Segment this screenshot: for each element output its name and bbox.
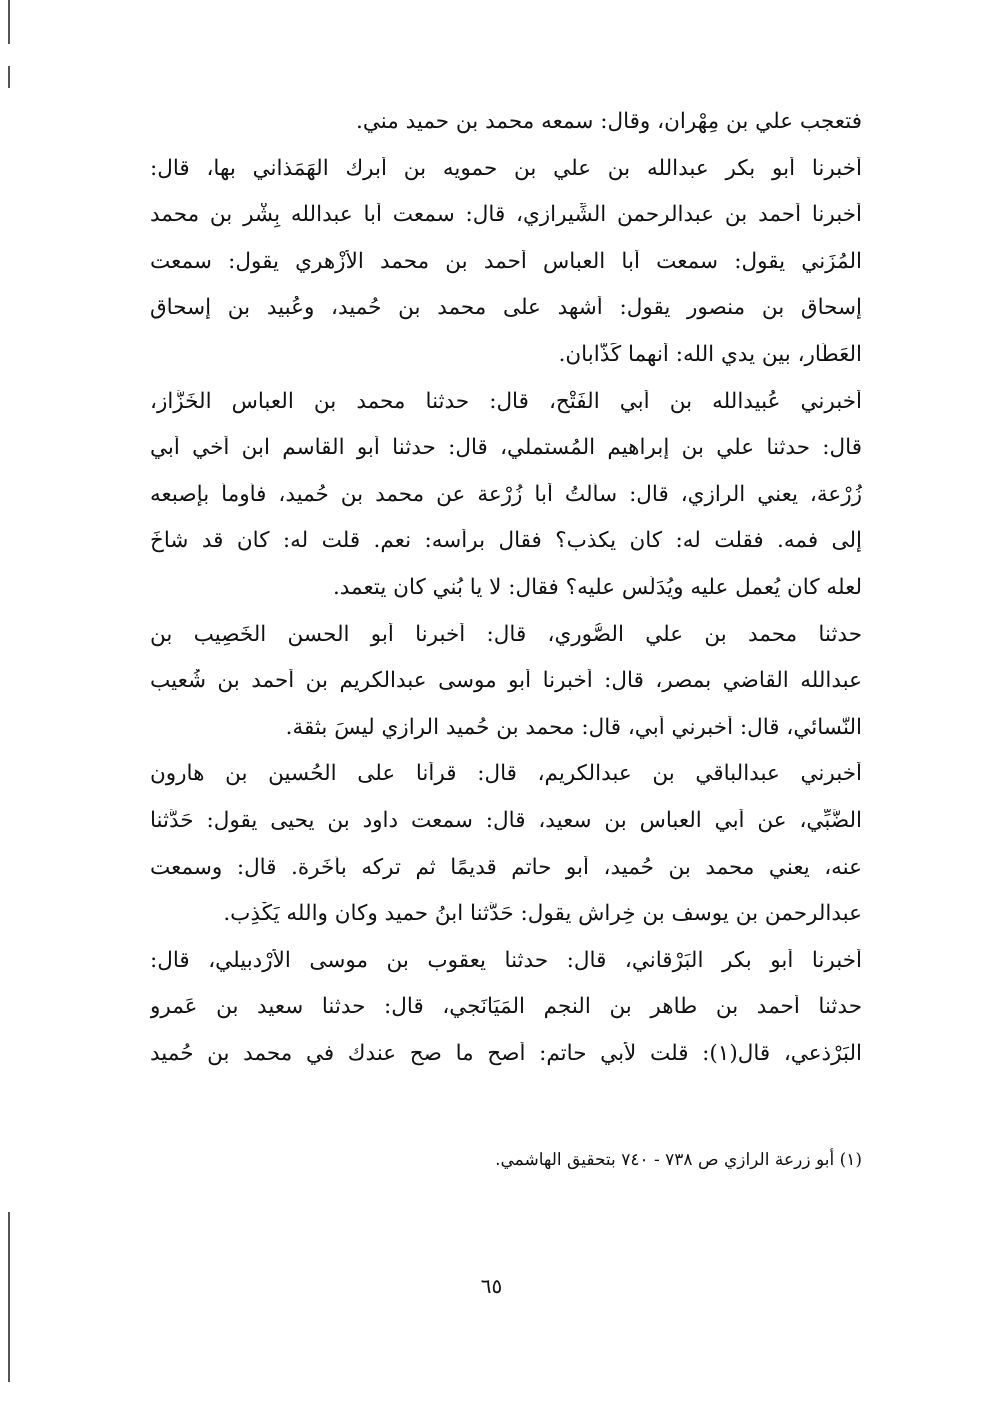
paragraph-1 xyxy=(150,110,862,135)
footnote: (١) أبو زرعة الرازي ص ٧٣٨ - ٧٤٠ بتحقيق الهاشمي. xyxy=(495,1150,862,1170)
text-line: عبدالله القاضي بمصر، قال: أخبرنا أبو موسى عبدالكريم بن أحمد بن شُعيب xyxy=(150,669,862,694)
paragraph-6 xyxy=(150,949,862,1067)
text-line: العَطَّار، بين يدي الله: أنهما كَذَّابان. xyxy=(558,342,862,367)
text-line: البَرْذعي، قال(١): قلت لأبي حاتم: أصح ما صح عندك في محمد بن حُميد xyxy=(150,1041,862,1066)
text-line: المُزَني يقول: سمعت أبا العباس أحمد بن محمد الأزْهري يقول: سمعت xyxy=(150,249,862,274)
text-line: الضَّبِّي، عن أبي العباس بن سعيد، قال: سمعت داود بن يحيى يقول: حَدَّثنا xyxy=(150,808,862,833)
paragraph-3 xyxy=(150,390,862,601)
text-line: أخبرنا أبو بكر عبدالله بن علي بن حمويه بن أبرك الهَمَذاني بها، قال: xyxy=(150,156,862,181)
text-line: عبدالرحمن بن يوسف بن خِراش يقول: حَدَّثنا ابنُ حميد وكان والله يَكْذِب. xyxy=(223,902,862,927)
page-number: ٦٥ xyxy=(480,1274,503,1298)
page-body xyxy=(150,110,862,1088)
text-line: أخبرنا أحمد بن عبدالرحمن الشِّيرازي، قال: سمعت أبا عبدالله بِشْر بن محمد xyxy=(150,203,862,228)
paragraph-5 xyxy=(150,762,862,927)
text-line: زُرْعة، يعني الرازي، قال: سألتُ أبا زُرْعة عن محمد بن حُميد، فأومأ بإصبعه xyxy=(150,482,862,507)
text-line: لعله كان يُعمل عليه ويُدَلَّس عليه؟ فقال: لا يا بُني كان يتعمد. xyxy=(332,575,862,600)
text-line: أخبرني عبدالباقي بن عبدالكريم، قال: قرأنا على الحُسين بن هارون xyxy=(150,762,862,787)
text-line: حدثنا محمد بن علي الصُّوري، قال: أخبرنا أبو الحسن الخَصِيب بن xyxy=(150,622,862,647)
scan-edge-mark-middle xyxy=(8,66,10,88)
paragraph-4 xyxy=(150,623,862,741)
text-line: فتعجب علي بن مِهْران، وقال: سمعه محمد بن حميد مني. xyxy=(356,110,862,134)
text-line: أخبرنا أبو بكر البَرْقاني، قال: حدثنا يعقوب بن موسى الأرْدبيلي، قال: xyxy=(150,948,862,973)
text-line: حدثنا أحمد بن طاهر بن النجم المَيَانَجي، قال: حدثنا سعيد بن عَمرو xyxy=(150,995,862,1020)
text-line: إسحاق بن منصور يقول: أشهد على محمد بن حُميد، وعُبيد بن إسحاق xyxy=(150,296,862,321)
text-line: النَّسائي، قال: أخبرني أبي، قال: محمد بن حُميد الرازي ليسَ بثقة. xyxy=(285,715,862,740)
scan-edge-mark-top xyxy=(8,0,10,44)
text-line: أخبرني عُبيدالله بن أبي الفَتْح، قال: حدثنا محمد بن العباس الخَزَّاز، xyxy=(150,389,862,414)
text-line: إلى فمه. فقلت له: كان يكذب؟ فقال برأسه: نعم. قلت له: كان قد شاخَ xyxy=(150,529,862,554)
paragraph-2 xyxy=(150,157,862,368)
text-line: قال: حدثنا علي بن إبراهيم المُستملي، قال: حدثنا أبو القاسم ابن أخي أبي xyxy=(150,436,862,461)
text-line: عنه، يعني محمد بن حُميد، أبو حاتم قديمًا ثم تركه بأَخَرة. قال: وسمعت xyxy=(150,855,862,880)
